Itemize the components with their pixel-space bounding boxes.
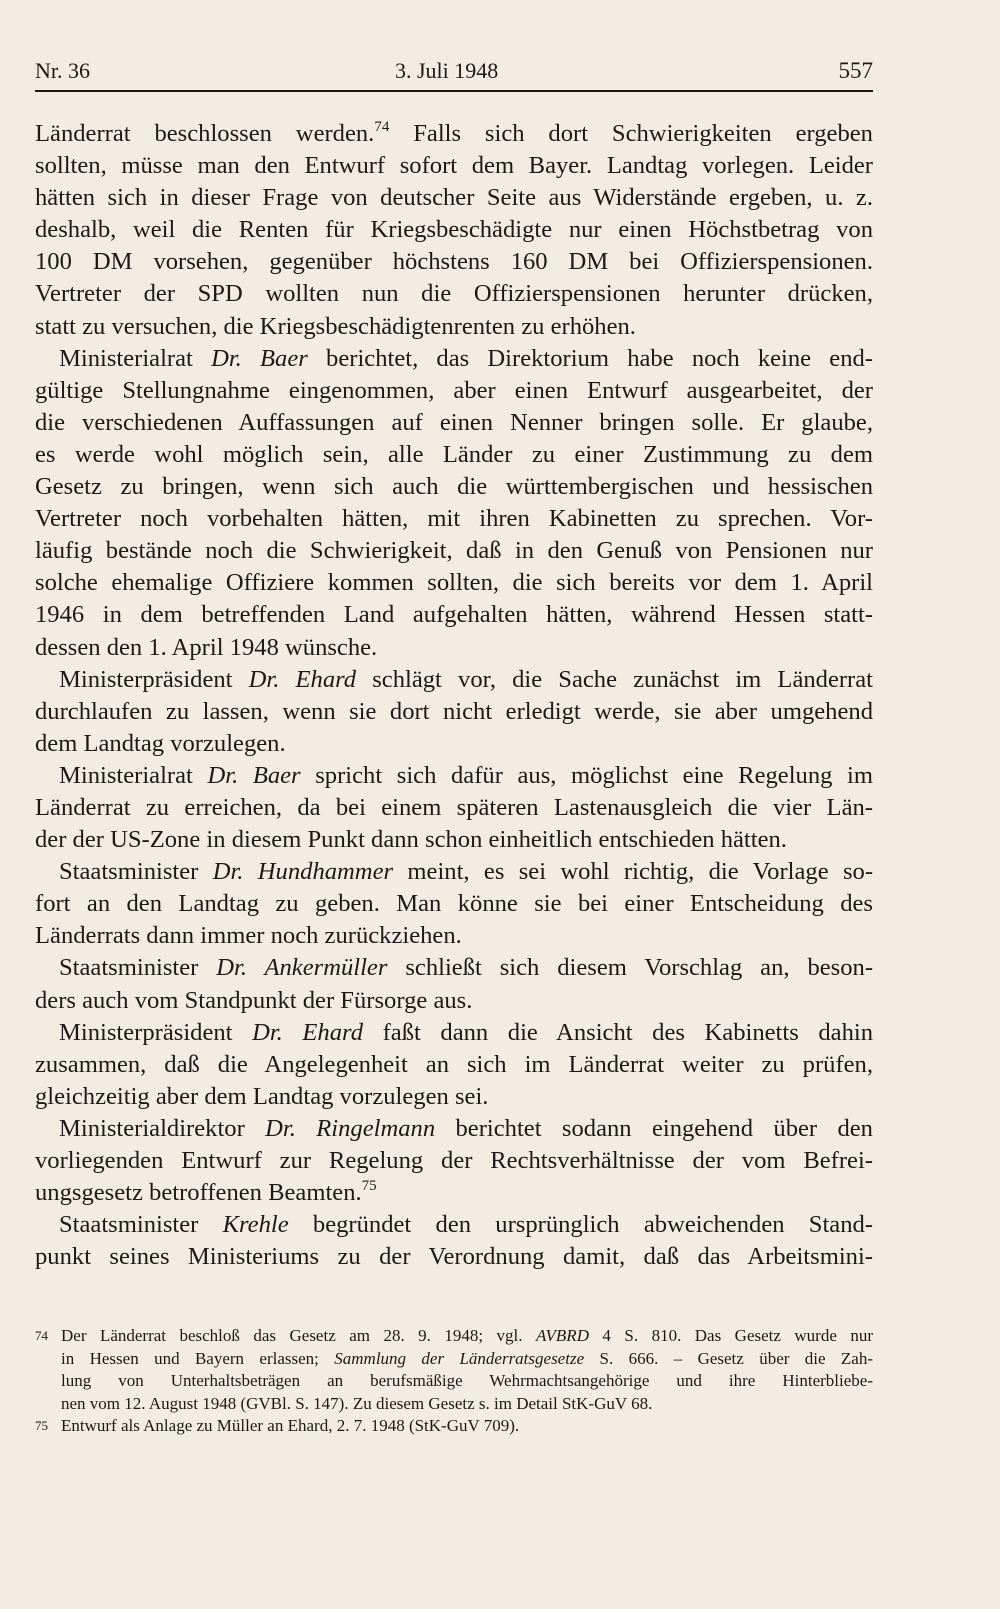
speaker-name: Dr. Hundhammer: [212, 858, 394, 886]
document-number: Nr. 36: [35, 58, 90, 83]
text-line: Vertreter der SPD wollten nun die Offizierspensionen herunter drücken,: [35, 280, 873, 308]
text-line: Ministerialrat Dr. Baer berichtet, das Direktorium habe noch keine end-: [59, 344, 873, 372]
speaker-name: Dr. Baer: [211, 344, 308, 372]
text-line: Vertreter noch vorbehalten hätten, mit ihren Kabinetten zu sprechen. Vor-: [35, 505, 873, 533]
footnote-mark: 75: [35, 1418, 48, 1433]
footnote-line: nen vom 12. August 1948 (GVBl. S. 147). Zu diesem Gesetz s. im Detail StK-GuV 68.: [61, 1393, 653, 1413]
text-line: der der US-Zone in diesem Punkt dann schon einheitlich entschieden hätten.: [35, 826, 787, 854]
text-line: vorliegenden Entwurf zur Regelung der Rechtsverhältnisse der vom Befrei-: [35, 1147, 873, 1174]
speaker-name: Krehle: [222, 1211, 289, 1239]
text-line: punkt seines Ministeriums zu der Verordnung damit, daß das Arbeitsmini-: [35, 1243, 873, 1271]
text-line: ungsgesetz betroffenen Beamten.$^{75}$: [35, 1178, 377, 1207]
text-line: zusammen, daß die Angelegenheit an sich im Länderrat weiter zu prüfen,: [35, 1050, 873, 1078]
page-header: [35, 52, 873, 92]
text-line: solche ehemalige Offiziere kommen sollten, die sich bereits vor dem 1. April: [35, 569, 873, 597]
document-date: 3. Juli 1948: [395, 58, 499, 83]
text-line: 1946 in dem betreffenden Land aufgehalten hätten, während Hessen statt-: [35, 601, 873, 629]
text-line: Staatsminister Krehle begründet den ursprünglich abweichenden Stand-: [59, 1211, 873, 1239]
speaker-name: Dr. Baer: [207, 761, 301, 789]
text-line: 100 DM vorsehen, gegenüber höchstens 160 DM bei Offizierspensionen.: [35, 248, 873, 276]
footnote-line: Der Länderrat beschloß das Gesetz am 28. 9. 1948; vgl. AVBRD 4 S. 810. Das Gesetz wurde nur: [61, 1326, 873, 1345]
text-line: sollten, müsse man den Entwurf sofort dem Bayer. Landtag vorlegen. Leider: [35, 152, 873, 180]
text-line: Gesetz zu bringen, wenn sich auch die württembergischen und hessischen: [35, 473, 873, 501]
header-rule: [35, 90, 873, 92]
footnote-ref: 74: [374, 119, 390, 135]
text-line: durchlaufen zu lassen, wenn sie dort nicht erledigt werde, sie aber umgehend: [35, 697, 873, 725]
text-line: Ministerialdirektor Dr. Ringelmann berichtet sodann eingehend über den: [59, 1114, 873, 1142]
page-number: 557: [838, 58, 873, 83]
text-line: läufig bestände noch die Schwierigkeit, daß in den Genuß von Pensionen nur: [35, 537, 873, 565]
footnote-line: lung von Unterhaltsbeträgen an berufsmäßige Wehrmachtsangehörige und ihre Hinterbliebe-: [61, 1371, 873, 1390]
text-line: gleichzeitig aber dem Landtag vorzulegen sei.: [35, 1082, 489, 1110]
text-line: deshalb, weil die Renten für Kriegsbeschädigte nur einen Höchstbetrag von: [35, 216, 873, 244]
text-line: Ministerpräsident Dr. Ehard faßt dann die Ansicht des Kabinetts dahin: [59, 1018, 873, 1046]
text-line: gültige Stellungnahme eingenommen, aber einen Entwurf ausgearbeitet, der: [35, 376, 873, 404]
text-line: Länderrat beschlossen werden.$^{74}$ Falls sich dort Schwierigkeiten ergeben: [35, 119, 873, 147]
text-line: fort an den Landtag zu geben. Man könne sie bei einer Entscheidung des: [35, 890, 873, 918]
text-line: ders auch vom Standpunkt der Fürsorge aus.: [35, 986, 473, 1014]
speaker-name: Dr. Ehard: [252, 1018, 363, 1046]
text-line: hätten sich in dieser Frage von deutscher Seite aus Widerstände ergeben, u. z.: [35, 184, 873, 212]
speaker-name: Dr. Ehard: [248, 665, 357, 693]
text-line: Staatsminister Dr. Hundhammer meint, es sei wohl richtig, die Vorlage so-: [59, 858, 873, 886]
speaker-name: Dr. Ankermüller: [216, 954, 388, 982]
text-line: Ministerpräsident Dr. Ehard schlägt vor, die Sache zunächst im Länderrat: [59, 665, 873, 693]
text-line: es werde wohl möglich sein, alle Länder zu einer Zustimmung zu dem: [35, 440, 873, 468]
text-line: die verschiedenen Auffassungen auf einen Nenner bringen solle. Er glaube,: [35, 408, 873, 436]
text-line: Länderrat zu erreichen, da bei einem späteren Lastenausgleich die vier Län-: [35, 793, 873, 821]
text-line: statt zu versuchen, die Kriegsbeschädigtenrenten zu erhöhen.: [35, 312, 636, 340]
footnote-line: Entwurf als Anlage zu Müller an Ehard, 2. 7. 1948 (StK-GuV 709).: [61, 1416, 520, 1435]
footnote-ref: 75: [361, 1178, 377, 1195]
text-line: Staatsminister Dr. Ankermüller schließt sich diesem Vorschlag an, beson-: [59, 954, 873, 982]
footnote-line: in Hessen und Bayern erlassen; Sammlung der Länderratsgesetze S. 666. – Gesetz über die Zah-: [61, 1348, 873, 1368]
body-text: [35, 118, 873, 1273]
speaker-name: Dr. Ringelmann: [265, 1114, 436, 1142]
text-line: Länderrats dann immer noch zurückziehen.: [35, 922, 462, 950]
footnote-mark: 74: [35, 1328, 48, 1343]
text-line: dem Landtag vorzulegen.: [35, 729, 286, 757]
footnotes: [35, 1325, 873, 1438]
text-line: dessen den 1. April 1948 wünsche.: [35, 633, 378, 661]
text-line: Ministerialrat Dr. Baer spricht sich dafür aus, möglichst eine Regelung im: [59, 761, 873, 789]
